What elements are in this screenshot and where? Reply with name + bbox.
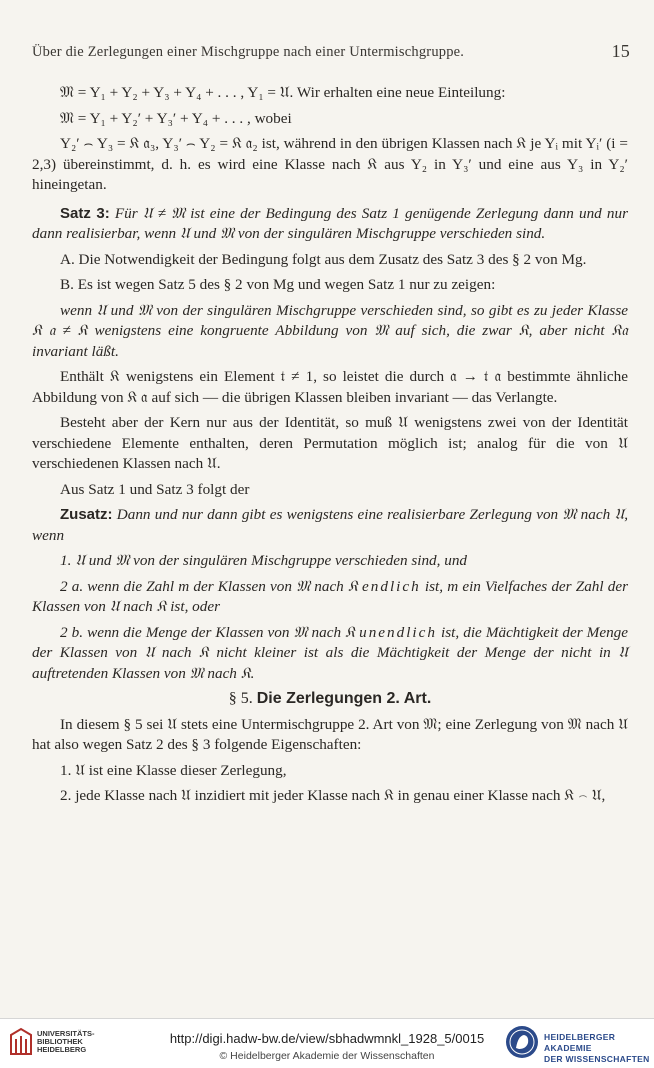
academy-name: HEIDELBERGER AKADEMIE DER WISSENSCHAFTEN <box>544 1032 650 1064</box>
section-number: § 5. <box>228 690 253 707</box>
theorem-label: Satz 3: <box>60 204 110 222</box>
academy-seal-icon <box>504 1024 540 1060</box>
running-title: Über die Zerlegungen einer Mischgruppe nach einer Untermischgruppe. <box>32 44 465 60</box>
permalink-url[interactable]: http://digi.hadw-bw.de/view/sbhadwmnkl_1928_5/0015 <box>169 1031 485 1046</box>
condition-2a: 2 a. wenn die Zahl m der Klassen von 𝔐 nach 𝔎 endlich ist, m ein Vielfaches der Zahl der Klassen von 𝔘 nach 𝔎 ist, oder <box>32 577 629 615</box>
paragraph: Besteht aber der Kern nur aus der Identität, so muß 𝔘 wenigstens zwei von der Identität verschiedene Elemente enthalten, deren Permutation möglich ist; analog für die von 𝔘 verschiedenen Klassen nach 𝔘. <box>32 414 628 472</box>
equation-line: 𝔐 = Y₁ + Y₂′ + Y₃′ + Y₄ + . . . , wobei <box>60 109 292 127</box>
condition-1: 1. 𝔘 und 𝔐 von der singulären Mischgruppe verschieden sind, und <box>60 552 468 569</box>
paragraph: 𝔐 = Y₁ + Y₂ + Y₃ + Y₄ + . . . , Y₁ = 𝔘. Wir erhalten eine neue Einteilung: <box>60 84 506 101</box>
paragraph: Enthält 𝔎 wenigstens ein Element 𝔱 ≠ 1, so leistet die durch 𝔞 → 𝔱 𝔞 bestimmte ähnliche Abbildung von 𝔎 𝔞 auf sich — die übrigen Klassen bleiben invariant — das Verlangte. <box>32 368 628 406</box>
university-library-name: UNIVERSITÄTS- BIBLIOTHEK HEIDELBERG <box>37 1029 95 1054</box>
theorem-text: Für 𝔘 ≠ 𝔐 ist eine der Bedingung des Satz 1 genügende Zerlegung dann und nur dann realisierbar, wenn 𝔘 und 𝔐 von der singulären Mischgruppe verschieden sind. <box>32 204 628 242</box>
section-heading <box>32 689 628 710</box>
theorem-satz-3 <box>32 204 628 245</box>
condition-2b: 2 b. wenn die Menge der Klassen von 𝔐 nach 𝔎 unendlich ist, die Mächtigkeit der Menge der Klassen von 𝔘 nach 𝔎 nicht kleiner ist als die Mächtigkeit der Menge der nicht in 𝔘 auftretenden Klassen von 𝔐 nach 𝔎. <box>32 623 629 682</box>
section-title: Die Zerlegungen 2. Art. <box>256 690 432 707</box>
list-item: 2. jede Klasse nach 𝔘 inzidiert mit jeder Klasse nach 𝔎 in genau einer Klasse nach 𝔎 ⌢ 𝔘, <box>60 787 606 804</box>
copyright-notice: © Heidelberger Akademie der Wissenschaften <box>219 1050 435 1062</box>
zusatz <box>32 505 628 546</box>
viewer-footer <box>0 1018 654 1068</box>
zusatz-text: Dann und nur dann gibt es wenigstens eine realisierbare Zerlegung von 𝔐 nach 𝔘, wenn <box>32 506 628 544</box>
paragraph: A. Die Notwendigkeit der Bedingung folgt aus dem Zusatz des Satz 3 des § 2 von Mg. <box>60 250 587 268</box>
list-item: 1. 𝔘 ist eine Klasse dieser Zerlegung, <box>60 761 287 779</box>
page-number: 15 <box>611 41 630 61</box>
paragraph: Aus Satz 1 und Satz 3 folgt der <box>60 480 250 498</box>
paragraph-italic: wenn 𝔘 und 𝔐 von der singulären Mischgruppe verschieden sind, so gibt es zu jeder Klasse 𝔎 𝔞 ≠ 𝔎 wenigstens eine kongruente Abbildung von 𝔐 auf sich, die zwar 𝔎, aber nicht 𝔎𝔞 invariant läßt. <box>32 301 628 360</box>
paragraph: B. Es ist wegen Satz 5 des § 2 von Mg und wegen Satz 1 nur zu zeigen: <box>60 276 496 293</box>
zusatz-label: Zusatz: <box>60 506 113 523</box>
running-header <box>32 41 630 61</box>
page-body <box>32 83 628 812</box>
paragraph: Y₂′ ⌢ Y₃ = 𝔎 𝔞₃, Y₃′ ⌢ Y₂ = 𝔎 𝔞₂ ist, während in den übrigen Klassen nach 𝔎 je Yᵢ mit Yᵢ′ (i = 2,3) übereinstimmt, d. h. es wird eine Klasse nach 𝔎 aus Y₂ in Y₃′ und eine aus Y₃ in Y₂′ hineingetan. <box>32 135 628 193</box>
paragraph: In diesem § 5 sei 𝔘 stets eine Untermischgruppe 2. Art von 𝔐; eine Zerlegung von 𝔐 nach 𝔘 hat also wegen Satz 2 des § 3 folgende Eigenschaften: <box>32 715 628 753</box>
